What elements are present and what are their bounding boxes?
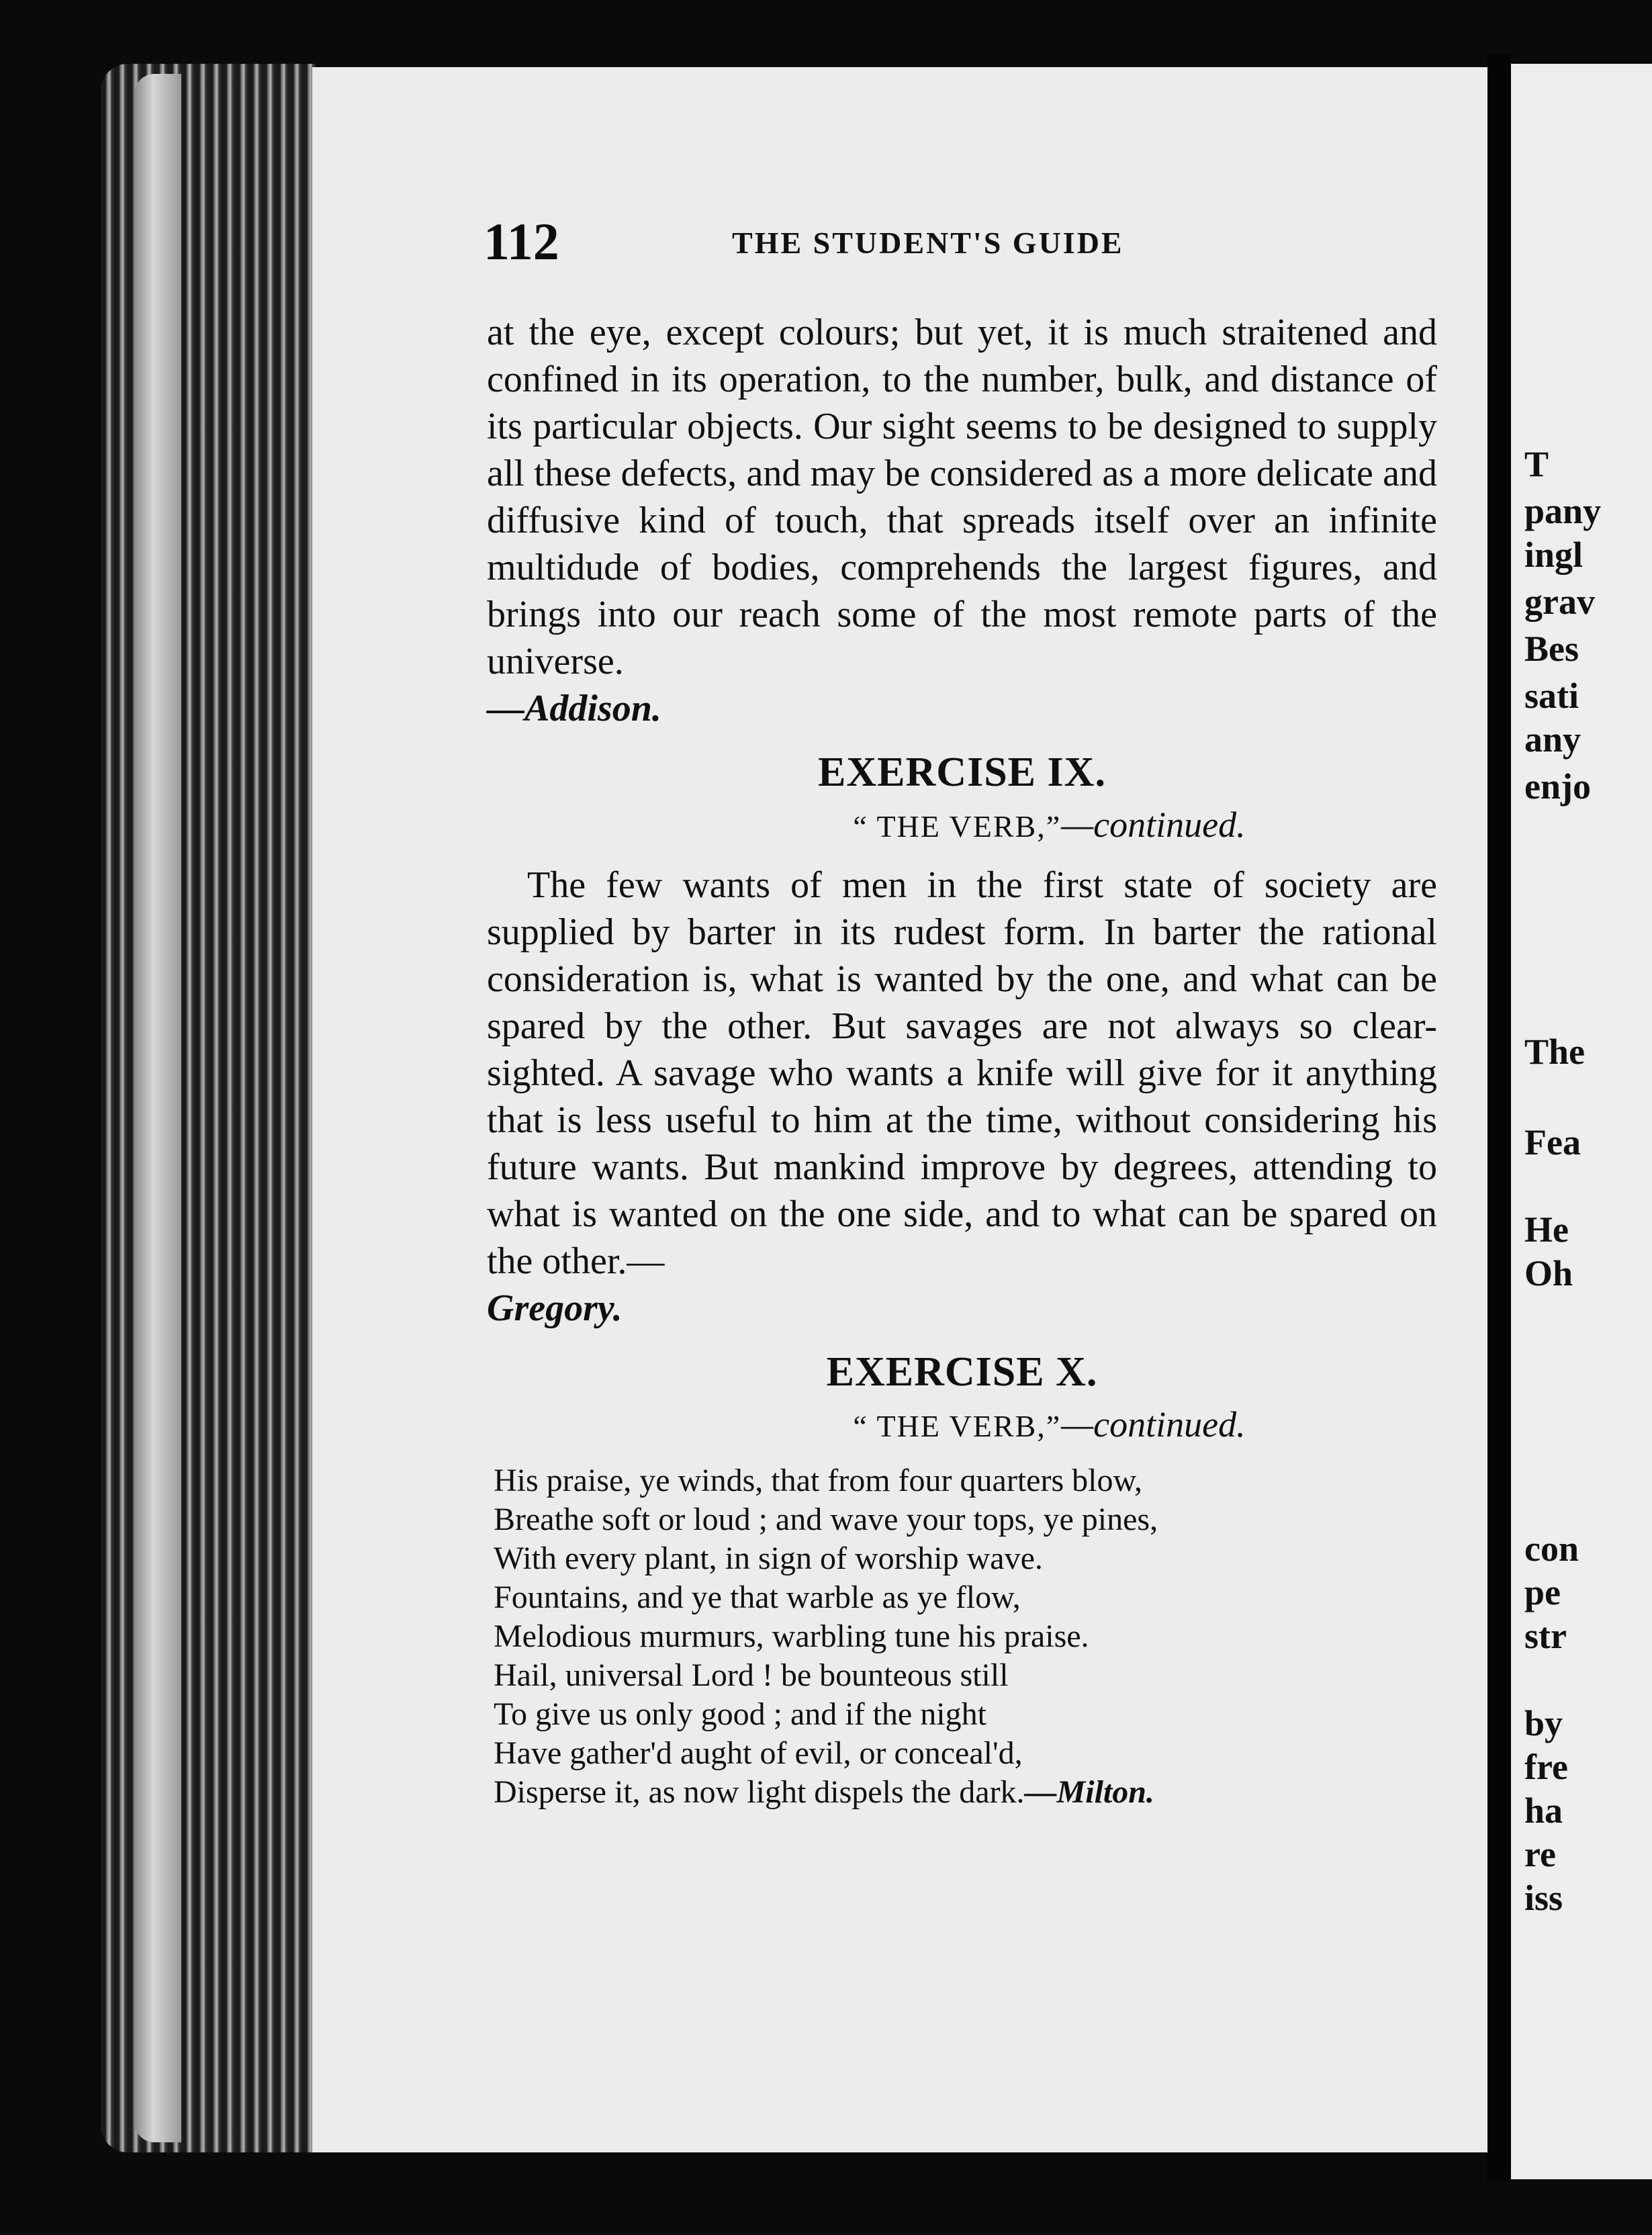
- next-page-fragment: re: [1524, 1834, 1556, 1874]
- next-page-fragment: ha: [1524, 1790, 1563, 1831]
- page-number: 112: [484, 212, 559, 271]
- next-page-fragment: str: [1524, 1616, 1567, 1656]
- running-head: THE STUDENT'S GUIDE: [732, 226, 1124, 260]
- exercise-9-attribution: Gregory.: [487, 1287, 623, 1329]
- exercise-9-text: The few wants of men in the first state of society are supplied by barter in its rudest form. In barter the rational consideration is, what is wanted by the one, and what can be spared by the other. But savages are not always so clear-sighted. A savage who wants a knife will give for it anything that is less useful to him at the time, without considering his future wants. But mankind improve by degrees, attending to what is wanted on the one side, and to what can be spared on the other.—: [487, 864, 1437, 1282]
- poem-line: To give us only good ; and if the night: [494, 1696, 986, 1732]
- poem-line: With every plant, in sign of worship wave.: [494, 1541, 1043, 1576]
- exercise-9-paragraph: [487, 862, 1437, 1285]
- exercise-10-subtitle-continued: —continued.: [1061, 1404, 1246, 1445]
- book-edge-highlight: [134, 74, 181, 2142]
- next-page-fragment: Fea: [1524, 1122, 1581, 1162]
- next-page-fragment: iss: [1524, 1878, 1563, 1918]
- next-page-fragment: Oh: [1524, 1253, 1573, 1293]
- exercise-9-subtitle-continued: —continued.: [1061, 805, 1246, 845]
- exercise-10-title: EXERCISE X.: [826, 1349, 1098, 1395]
- exercise-10-subtitle-main: “ THE VERB,”: [853, 1409, 1062, 1443]
- opening-attribution: —Addison.: [487, 688, 661, 729]
- page-header: [484, 212, 1464, 271]
- exercise-9-subtitle: [487, 805, 1437, 847]
- poem-line: Hail, universal Lord ! be bounteous still: [494, 1657, 1009, 1693]
- poem-line: His praise, ye winds, that from four quarters blow,: [494, 1463, 1142, 1498]
- opening-paragraph: [487, 309, 1437, 685]
- next-page-fragment: by: [1524, 1703, 1563, 1743]
- poem-line: Have gather'd aught of evil, or conceal'd,: [494, 1735, 1023, 1771]
- poem-line: Disperse it, as now light dispels the dark.: [494, 1774, 1025, 1810]
- next-page-fragment: Bes: [1524, 629, 1579, 669]
- opening-text: at the eye, except colours; but yet, it is much straitened and confined in its operation, to the number, bulk, and distance of its particular objects. Our sight seems to be designed to supply all these defects, and may be considered as a more delicate and diffusive kind of touch, that spreads itself over an infinite multidude of bodies, comprehends the largest figures, and brings into our reach some of the most remote parts of the universe.: [487, 312, 1437, 682]
- next-page-fragment: pany: [1524, 491, 1602, 531]
- exercise-10-poem: [487, 1461, 1437, 1812]
- opening-attribution-line: [487, 685, 1437, 732]
- next-page-fragment: T: [1524, 444, 1549, 484]
- next-page-fragment: ingl: [1524, 535, 1584, 575]
- exercise-10-subtitle: [487, 1404, 1437, 1447]
- next-page-fragment: He: [1524, 1210, 1569, 1250]
- next-page-fragment: any: [1524, 719, 1581, 760]
- poem-line-last: [494, 1773, 1437, 1812]
- poem-line: Fountains, and ye that warble as ye flow,: [494, 1580, 1021, 1615]
- poem-line: Melodious murmurs, warbling tune his praise.: [494, 1618, 1089, 1654]
- exercise-9-attribution-line: [487, 1285, 1437, 1332]
- next-page-fragment: con: [1524, 1529, 1579, 1569]
- next-page-fragment: grav: [1524, 582, 1595, 622]
- next-page-fragment: pe: [1524, 1572, 1561, 1612]
- exercise-9-subtitle-main: “ THE VERB,”: [853, 809, 1062, 843]
- next-page-fragment: enjo: [1524, 766, 1591, 807]
- next-page-fragment: The: [1524, 1032, 1586, 1072]
- next-page-fragment: fre: [1524, 1747, 1568, 1787]
- page-content: [487, 309, 1437, 1812]
- book-edge: [101, 64, 316, 2152]
- exercise-10-attribution: —Milton.: [1024, 1774, 1154, 1810]
- next-page: [1511, 64, 1652, 2179]
- book-gutter: [1487, 54, 1511, 2183]
- poem-line: Breathe soft or loud ; and wave your tops, ye pines,: [494, 1502, 1158, 1537]
- exercise-9-title: EXERCISE IX.: [818, 749, 1106, 795]
- next-page-fragment: sati: [1524, 676, 1579, 716]
